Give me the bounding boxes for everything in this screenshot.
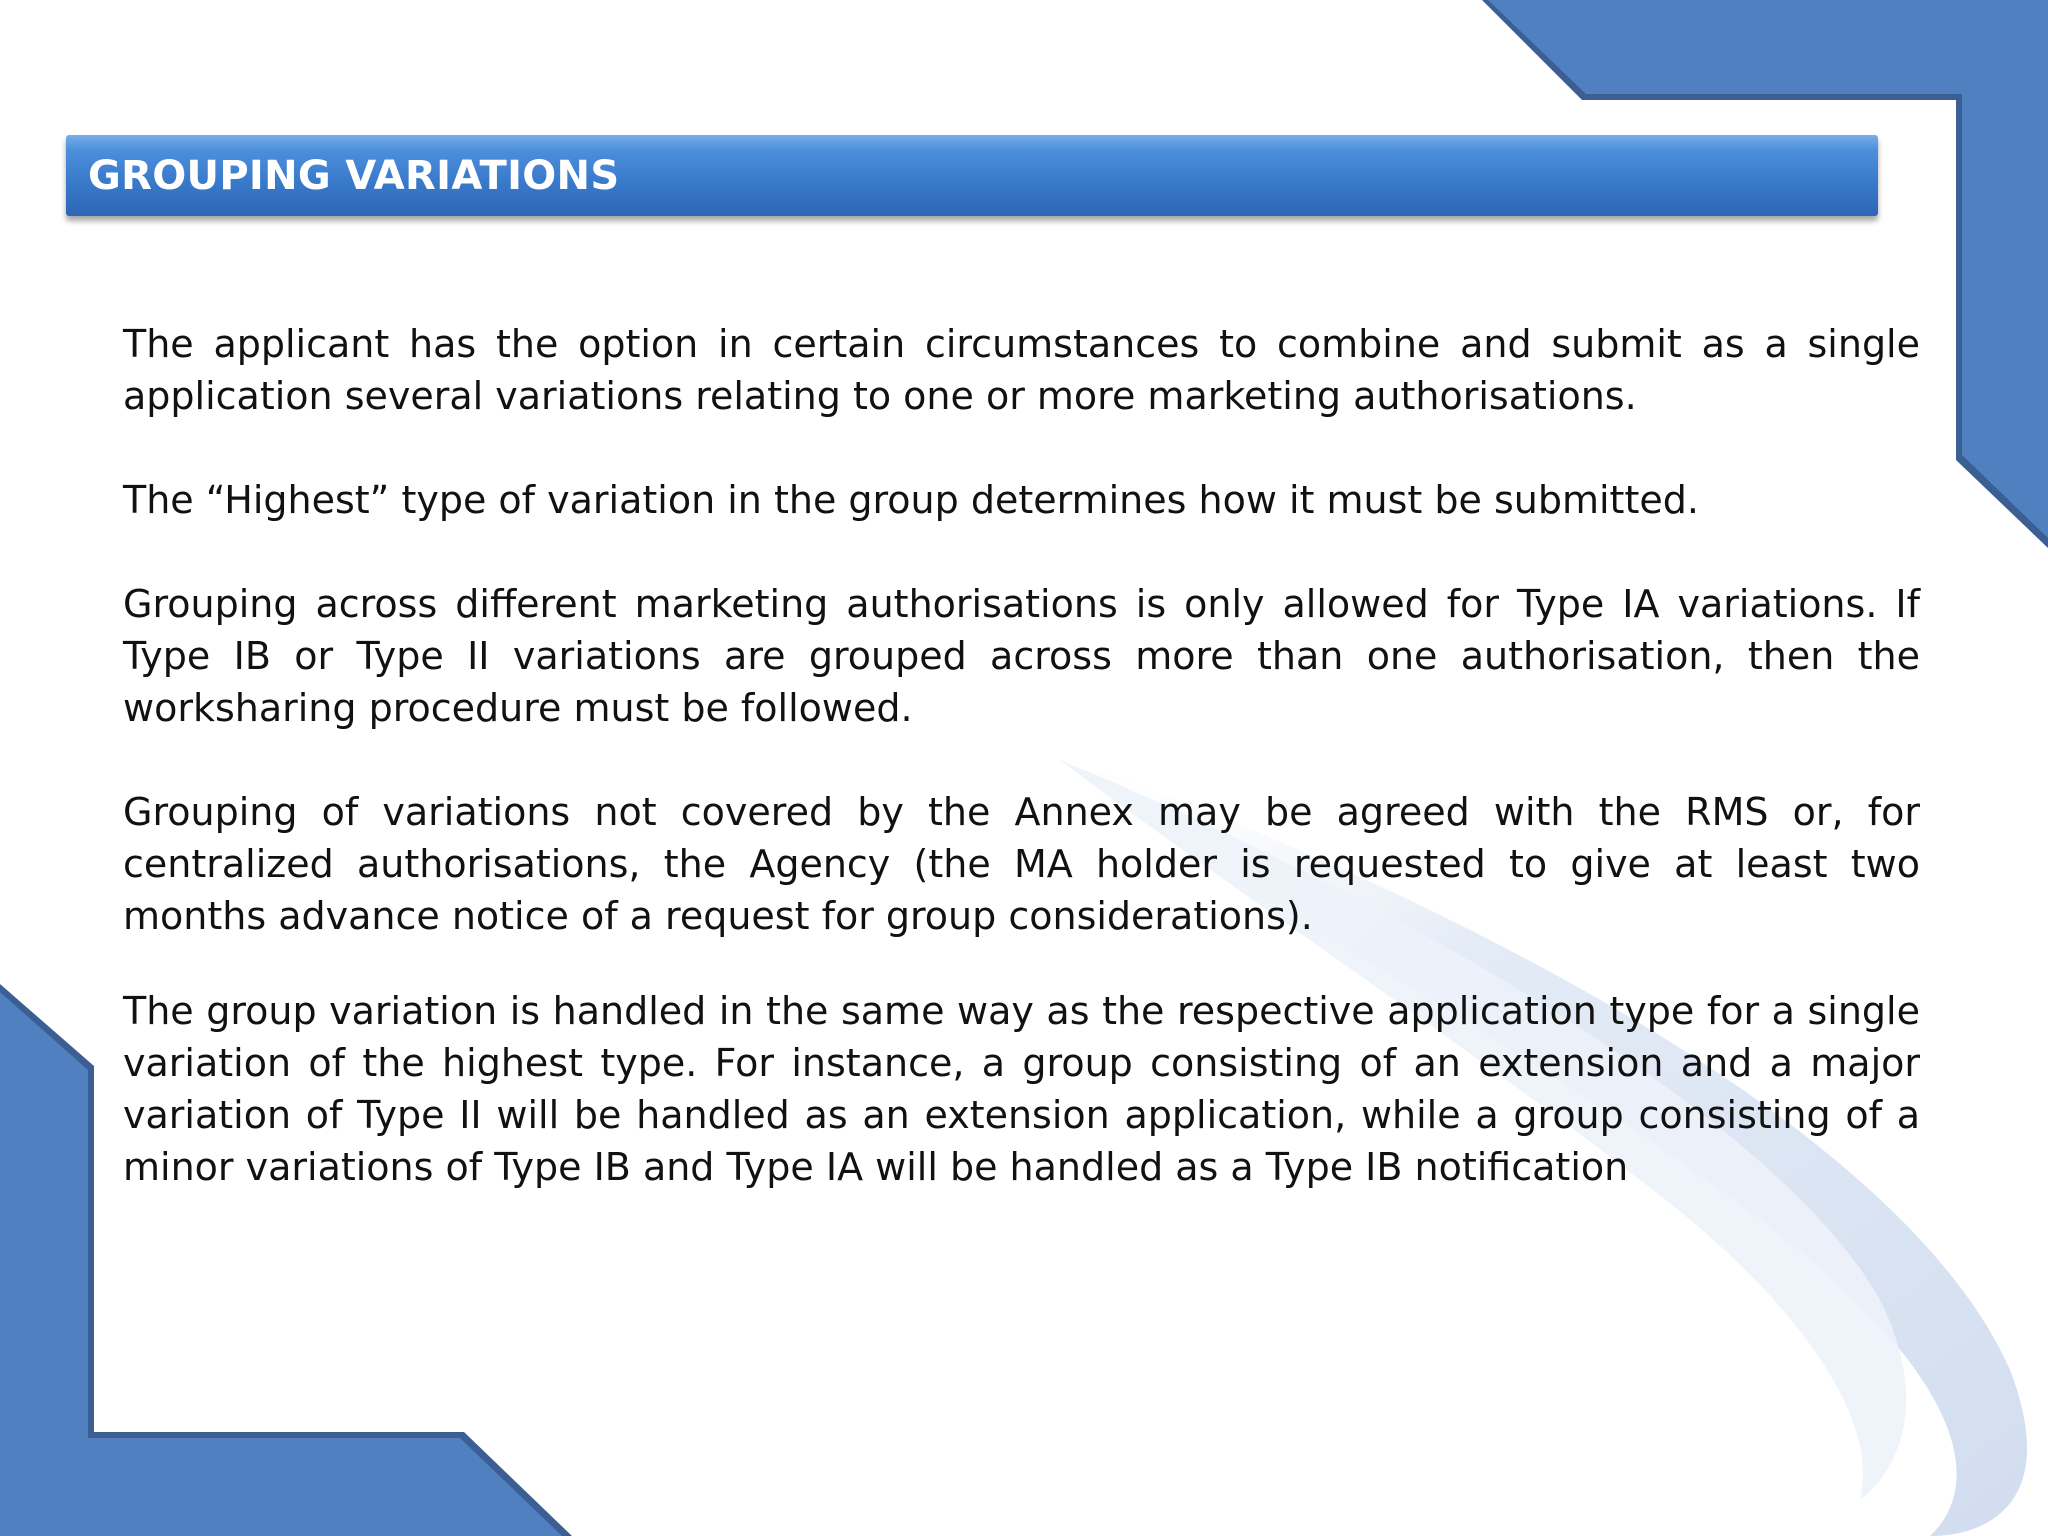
paragraph-3: Grouping across different marketing authorisations is only allowed for Type IA variations. If Type IB or Type II variations are grouped across more than one authorisation, then the worksharing procedure must be followed. xyxy=(123,582,1920,730)
slide-body xyxy=(123,318,1920,1193)
paragraph-1: The applicant has the option in certain circumstances to combine and submit as a single application several variations relating to one or more marketing authorisations. xyxy=(123,322,1920,418)
slide-title: GROUPING VARIATIONS xyxy=(88,152,620,199)
paragraph-2: The “Highest” type of variation in the group determines how it must be submitted. xyxy=(123,478,1699,522)
paragraph-4: Grouping of variations not covered by the Annex may be agreed with the RMS or, for centralized authorisations, the Agency (the MA holder is requested to give at least two months advance notice of a request for group considerations). xyxy=(123,790,1920,938)
title-bar xyxy=(66,135,1878,216)
paragraph-5: The group variation is handled in the same way as the respective application type for a single variation of the highest type. For instance, a group consisting of an extension and a major variation of Type II will be handled as an extension application, while a group consisting of a minor variations of Type IB and Type IA will be handled as a Type IB notification xyxy=(123,989,1920,1189)
